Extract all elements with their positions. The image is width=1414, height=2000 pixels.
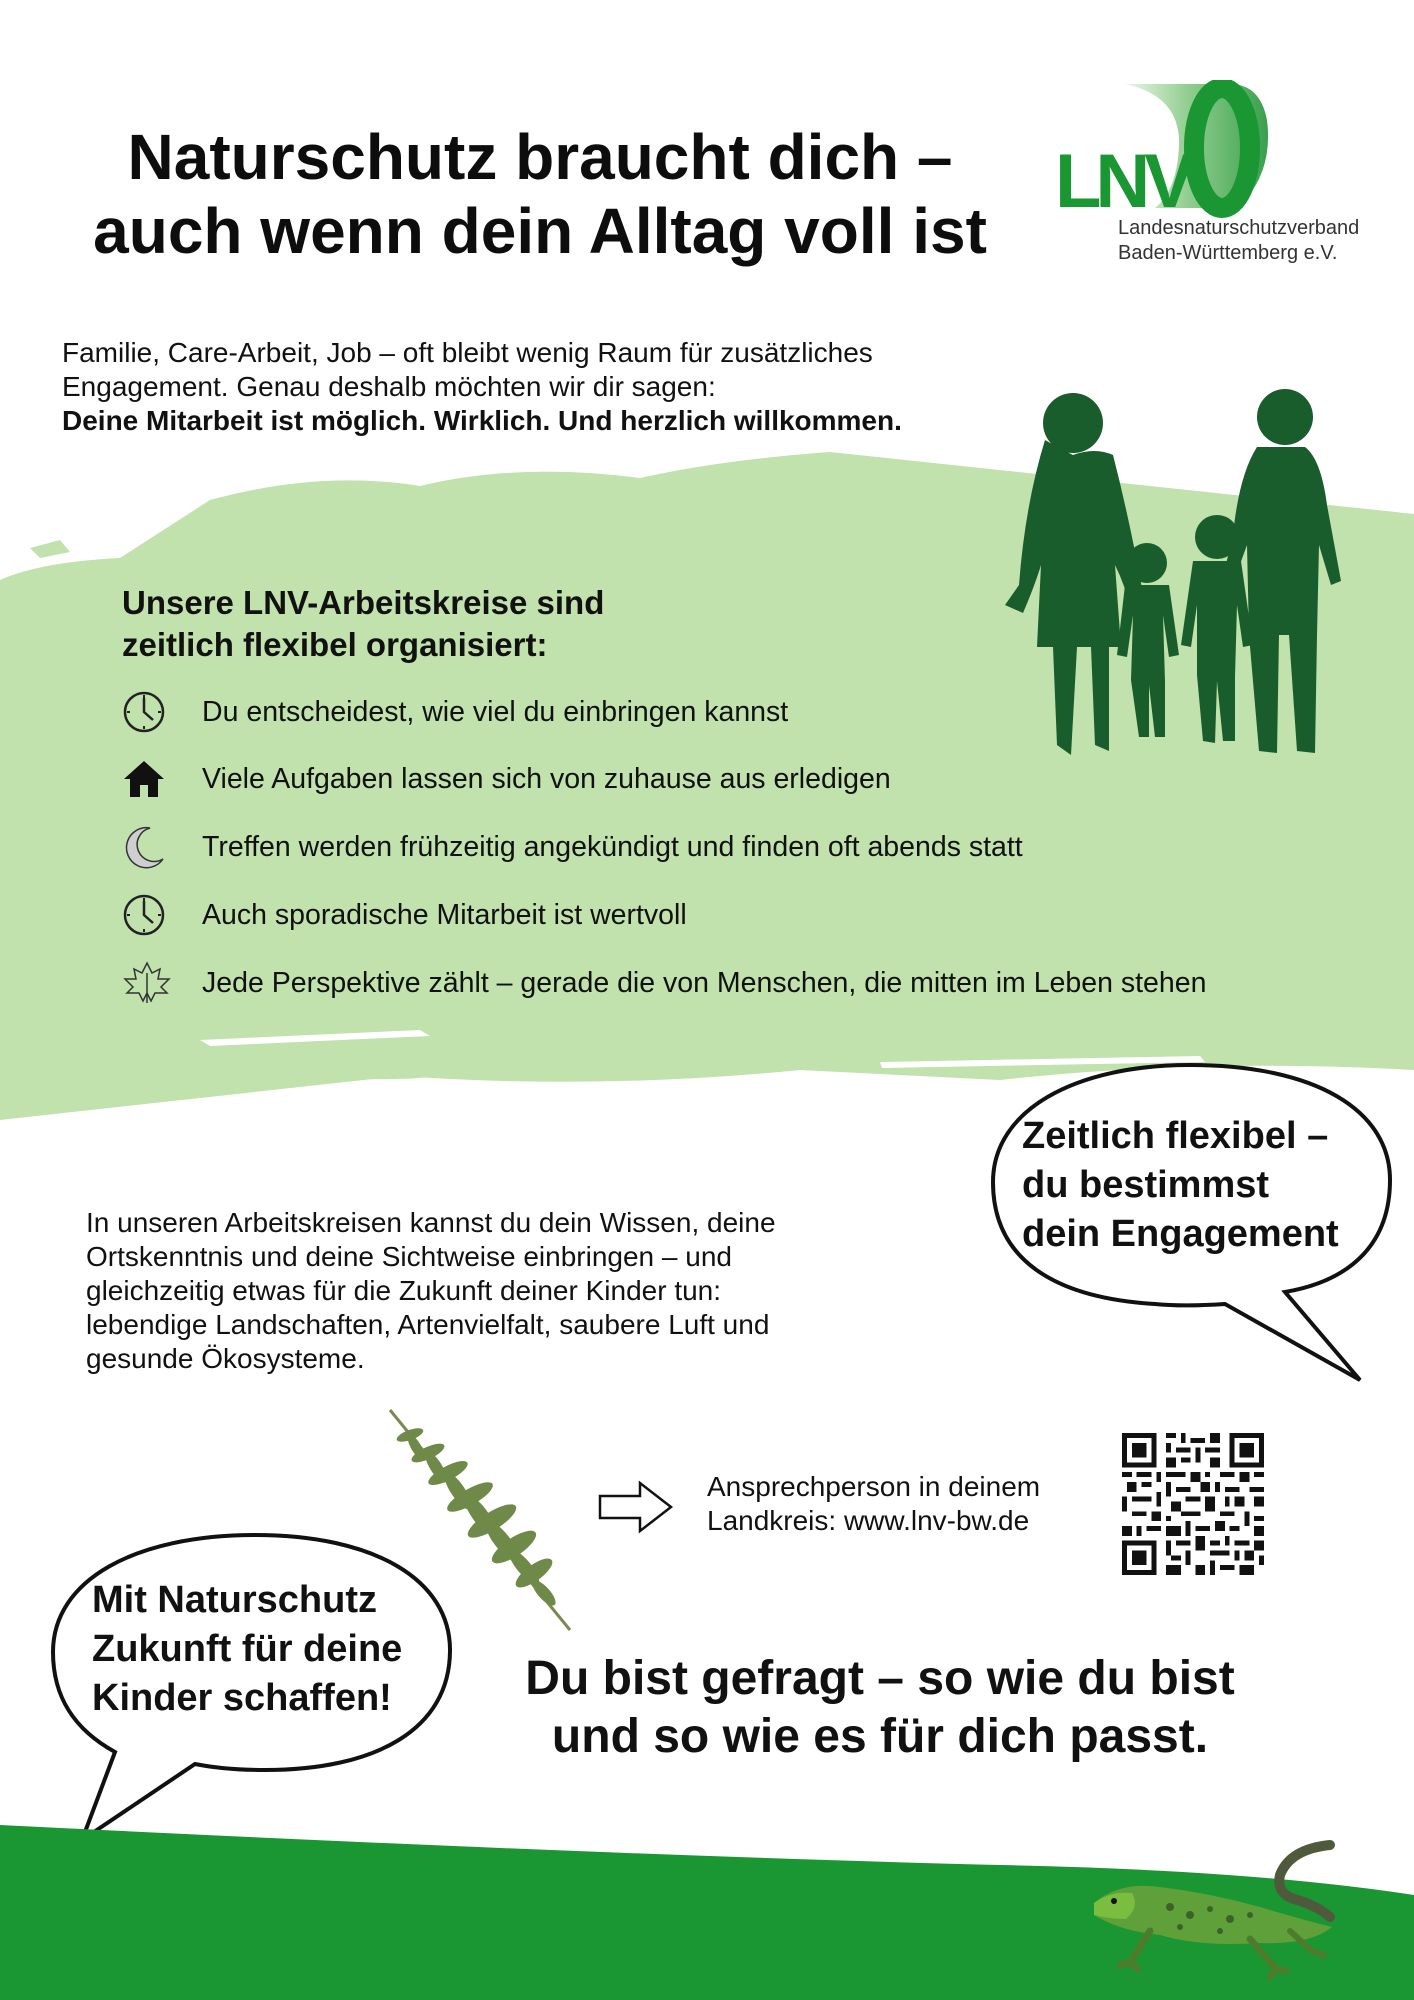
- feature-item: [122, 684, 1372, 740]
- intro-line-2: Engagement. Genau deshalb möchten wir dir sagen:: [62, 371, 716, 402]
- feature-text: Auch sporadische Mitarbeit ist wertvoll: [202, 899, 687, 931]
- bubble-flexible-text: [1022, 1112, 1382, 1259]
- bubble-future-line-3: Kinder schaffen!: [92, 1677, 392, 1719]
- body-paragraph: [86, 1206, 886, 1376]
- qr-code[interactable]: [1122, 1433, 1264, 1575]
- body-line-1: In unseren Arbeitskreisen kannst du dein Wissen, deine: [86, 1207, 776, 1238]
- page-title: [40, 120, 1040, 268]
- moon-icon: [122, 823, 180, 871]
- closing-line-2: und so wie es für dich passt.: [551, 1710, 1209, 1763]
- feature-item: [122, 887, 1372, 943]
- feature-text: Jede Perspektive zählt – gerade die von Menschen, die mitten im Leben stehen: [202, 967, 1207, 999]
- features-heading-line-2: zeitlich flexibel organisiert:: [122, 626, 548, 663]
- bubble-future-text: [92, 1576, 432, 1723]
- intro-emphasis: Deine Mitarbeit ist möglich. Wirklich. Und herzlich willkommen.: [62, 405, 902, 436]
- home-icon: [122, 755, 180, 803]
- body-line-2: Ortskenntnis und deine Sichtweise einbringen – und: [86, 1241, 732, 1272]
- org-name-line-1: Landesnaturschutzverband: [1118, 217, 1360, 239]
- intro-line-1: Familie, Care-Arbeit, Job – oft bleibt wenig Raum für zusätzliches: [62, 337, 873, 368]
- body-line-4: lebendige Landschaften, Artenvielfalt, saubere Luft und: [86, 1309, 770, 1340]
- intro-paragraph: [62, 336, 1042, 438]
- body-line-5: gesunde Ökosysteme.: [86, 1343, 365, 1374]
- bubble-flexible-line-2: du bestimmst: [1022, 1164, 1270, 1206]
- arrow-right-icon: [598, 1480, 674, 1534]
- closing-statement: [470, 1650, 1290, 1766]
- contact-website[interactable]: Landkreis: www.lnv-bw.de: [707, 1505, 1030, 1536]
- features-heading: [122, 582, 822, 666]
- feature-text: Treffen werden frühzeitig angekündigt und finden oft abends statt: [202, 831, 1023, 863]
- contact-info: [707, 1470, 1107, 1538]
- clock-icon: [122, 688, 180, 736]
- org-name-line-2: Baden-Württemberg e.V.: [1118, 242, 1338, 264]
- logo-wordmark: LNV: [1055, 139, 1189, 224]
- bubble-flexible-line-1: Zeitlich flexibel –: [1022, 1115, 1329, 1157]
- feature-item: [122, 955, 1372, 1011]
- lizard-illustration: [1080, 1835, 1400, 1995]
- title-line-1: Naturschutz braucht dich –: [127, 121, 953, 193]
- bubble-flexible-line-3: dein Engagement: [1022, 1213, 1339, 1255]
- closing-line-1: Du bist gefragt – so wie du bist: [525, 1652, 1235, 1705]
- feature-item: [122, 751, 1372, 807]
- features-heading-line-1: Unsere LNV-Arbeitskreise sind: [122, 584, 605, 621]
- feature-item: [122, 819, 1372, 875]
- logo-organization-name: [1118, 216, 1359, 266]
- contact-line-1: Ansprechperson in deinem: [707, 1471, 1041, 1502]
- title-line-2: auch wenn dein Alltag voll ist: [93, 195, 987, 267]
- feature-text: Viele Aufgaben lassen sich von zuhause aus erledigen: [202, 763, 891, 795]
- feature-text: Du entscheidest, wie viel du einbringen kannst: [202, 696, 789, 728]
- bubble-future-line-2: Zukunft für deine: [92, 1628, 403, 1670]
- leaf-icon: [122, 959, 180, 1007]
- clock-icon: [122, 891, 180, 939]
- body-line-3: gleichzeitig etwas für die Zukunft deiner Kinder tun:: [86, 1275, 722, 1306]
- bubble-future-line-1: Mit Naturschutz: [92, 1579, 377, 1621]
